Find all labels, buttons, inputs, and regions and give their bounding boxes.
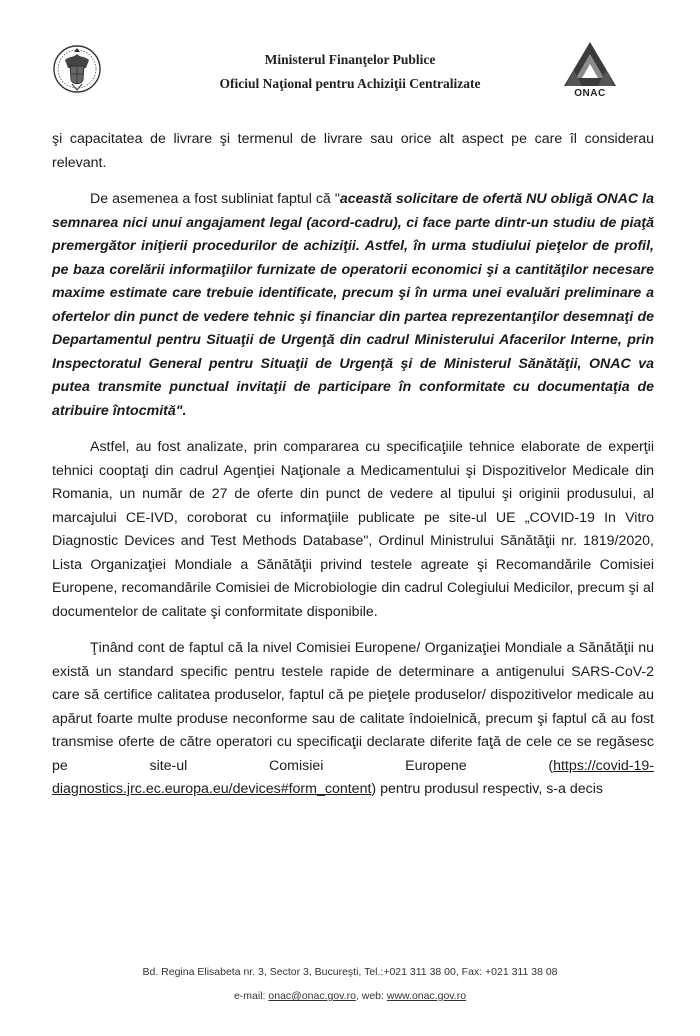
email-link[interactable]: onac@onac.gov.ro	[268, 990, 356, 1002]
letterhead	[0, 30, 700, 110]
paragraph-context-text: Ţinând cont de faptul că la nivel Comisiei Europene/ Organizaţiei Mondiale a Sănătăţii nu există un standard specific pentru testele rapide de determinare a antigenului SARS-CoV-2 care să certifice calitatea produselor, faptul că pe pieţele produselor/ dispozitivelor medicale au apărut foarte multe produse neconforme sau de calitate îndoielnică, precum şi faptul că au fost transmise oferte de către operatori cu specificaţii declarate diferite faţă de cele ce se regăsesc pe site-ul Comisiei Europene (	[52, 640, 654, 774]
emphasized-quote: această solicitare de ofertă NU obligă ONAC la semnarea nici unui angajament legal (acord-cadru), ci face parte dintr-un studiu de piaţă premergător iniţierii procedurilor de achiziţii. Astfel, în urma studiului pieţelor de profil, pe baza corelării informaţiilor furnizate de operatorii economici şi a cantităţilor necesare maxime estimate care trebuie identificate, precum şi în urma unei evaluări preliminare a ofertelor din punct de vedere tehnic şi financiar din partea reprezentanţilor desemnaţi de Departamentul pentru Situaţii de Urgenţă din cadrul Ministerului Afacerilor Interne, prin Inspectoratul General pentru Situaţii de Urgenţă şi de Ministerul Sănătăţii, ONAC va putea transmite punctual invitaţii de participare în conformitate cu documentaţia de atribuire întocmită".	[52, 191, 654, 419]
eu-database-link[interactable]: https://covid-19-diagnostics.jrc.ec.europa.eu/devices#form_content	[52, 757, 654, 797]
email-label: e-mail:	[233, 990, 269, 1002]
logo-text: ONAC	[574, 88, 606, 99]
footer	[0, 960, 700, 1008]
footer-address: Bd. Regina Elisabeta nr. 3, Sector 3, Bucureşti, Tel.:+021 311 38 00, Fax: +021 311 38 08	[142, 966, 558, 978]
paragraph-lead: De asemenea a fost subliniat faptul că "	[90, 191, 340, 207]
romania-coat-of-arms-icon	[52, 38, 102, 100]
ministry-name: Ministerul Finanţelor Publice	[264, 52, 436, 67]
document-body	[52, 128, 654, 815]
onac-mountain-logo-icon	[560, 40, 620, 88]
footer-contact	[0, 984, 700, 1008]
onac-logo	[560, 40, 620, 104]
letterhead-title	[120, 48, 580, 96]
paragraph-analysis: Astfel, au fost analizate, prin compararea cu specificaţiile tehnice elaborate de experţii tehnici cooptaţi din cadrul Agenţiei Naţionale a Medicamentului şi Dispozitivelor Medicale din Romania, un număr de 27 de oferte din punct de vedere al tipului şi originii produsului, al marcajului CE-IVD, coroborat cu informaţiile publicate pe site-ul UE „COVID-19 In Vitro Diagnostic Devices and Test Methods Database", Ordinul Ministrului Sănătăţii nr. 1819/2020, Lista Organizaţiei Mondiale a Sănătăţii privind testele agreate şi Recomandările Comisiei Europene, recomandările Comisiei de Microbiologie din cadrul Colegiului Medicilor, precum şi al documentelor de calitate şi conformitate disponibile.	[52, 439, 654, 620]
paragraph-continuation: şi capacitatea de livrare şi termenul de livrare sau orice alt aspect pe care îl considerau relevant.	[52, 131, 654, 171]
web-label: , web:	[355, 990, 387, 1002]
paragraph-emphasis	[52, 188, 654, 423]
office-name: Oficiul Naţional pentru Achiziţii Centralizate	[219, 76, 481, 91]
paragraph-context-tail: ) pentru produsul respectiv, s-a decis	[371, 781, 603, 797]
paragraph-context	[52, 637, 654, 802]
website-link[interactable]: www.onac.gov.ro	[386, 990, 467, 1002]
